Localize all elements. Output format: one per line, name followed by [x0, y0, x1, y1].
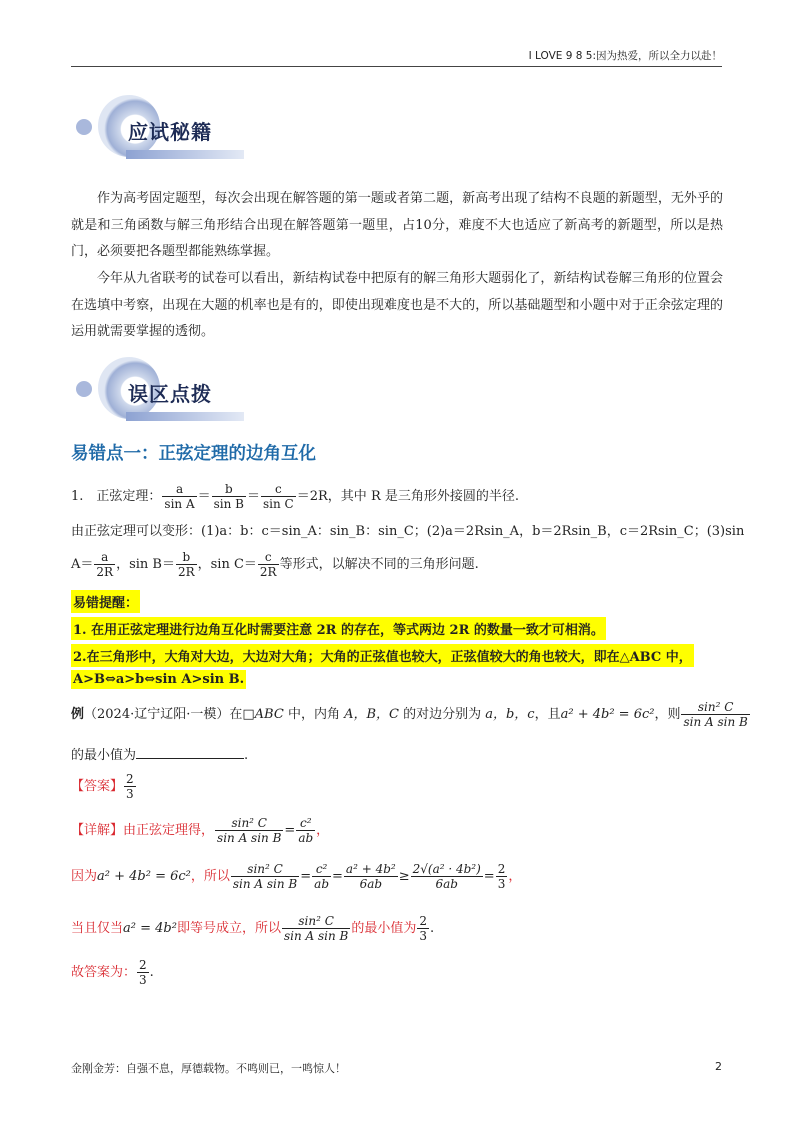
text: 因为	[71, 869, 98, 884]
text: 由正弦定理得，	[123, 823, 215, 838]
numerator: a	[94, 550, 115, 565]
numerator: sin² C	[231, 862, 299, 877]
banner-dot-decoration	[76, 381, 92, 397]
section-banner-exam-tips	[76, 94, 246, 164]
text: 当且仅当	[71, 921, 124, 936]
math: ABC	[254, 707, 284, 722]
answer-fraction	[124, 772, 136, 801]
numerator: 2	[126, 772, 134, 786]
text: A＝	[71, 557, 94, 572]
denominator: 2R	[177, 565, 195, 579]
text: ，所以	[190, 869, 230, 884]
denominator: sin C	[263, 497, 294, 511]
denominator: sin A sin B	[283, 929, 349, 943]
detail-line-2: 因为a² + 4b² = 6c²，所以 $\frac{\text{sin² C}}{\text{sin A sin B}}$ = $\frac{\text{c²}}{ab}$ = $\frac{\text{a² + 4b²}}{6ab}$ ≥ $\frac{\text{2√(a² · 4b²)}}{6ab}$ = $\frac{2}{3}$ ，	[71, 862, 522, 891]
denominator: sin B	[213, 497, 244, 511]
example-line-1	[71, 700, 751, 729]
math: a² + 4b² = 6c²	[97, 869, 191, 884]
numerator: c	[258, 550, 279, 565]
fraction	[137, 958, 149, 987]
fraction	[215, 816, 283, 845]
math: A，B，C	[344, 707, 399, 722]
page-header	[71, 44, 722, 67]
page-number: 2	[715, 1060, 722, 1073]
denominator: 3	[139, 973, 147, 987]
fraction	[312, 862, 331, 891]
banner-title: 应试秘籍	[128, 120, 212, 144]
answer-blank	[136, 746, 244, 759]
fraction	[417, 914, 429, 943]
text: 的对边分别为	[398, 707, 486, 722]
denominator: sin A sin B	[217, 831, 282, 845]
text: 的最小值为	[351, 921, 417, 936]
numerator: 2	[497, 862, 506, 876]
text: （2024·辽宁辽阳·一模）在	[84, 707, 243, 722]
detail-line-1: 【详解】由正弦定理得， $\frac{\text{sin² C}}{\text{sin A sin B}}$ = $\frac{\text{c²}}{ab}$ ，	[71, 816, 330, 845]
numerator: a² + 4b²	[345, 862, 396, 876]
text: .	[244, 748, 249, 763]
numerator: c	[261, 482, 296, 497]
denominator: ab	[314, 877, 330, 891]
numerator: sin² C	[681, 700, 749, 715]
fraction-sin2C-over-sinAsinB	[681, 700, 749, 729]
denominator: 6ab	[359, 877, 383, 891]
math: a² = 4b²	[123, 921, 177, 936]
text: ，且	[534, 707, 561, 722]
text: 中，内角	[283, 707, 345, 722]
intro-paragraph-2: 今年从九省联考的试卷可以看出，新结构试卷中把原有的解三角形大题弱化了，新结构试卷解三角形的位置会在选填中考察，出现在大题的机率也是有的，即使出现难度也是不大的，所以基础题型和小题中对于正余弦定理的运用就需要掌握的透彻。	[71, 271, 723, 339]
text: 故答案为：	[71, 965, 137, 980]
example-line-2	[71, 744, 248, 763]
fraction	[411, 862, 483, 891]
denominator: sin A sin B	[683, 715, 748, 729]
fraction	[282, 914, 350, 943]
law-prefix: 1. 正弦定理：	[71, 489, 162, 504]
detail-line-3: 当且仅当a² = 4b²即等号成立，所以 $\frac{\text{sin² C}}{\text{sin A sin B}}$ 的最小值为 $\frac{2}{3}$ .	[71, 914, 435, 943]
fraction-c-over-2R	[258, 550, 279, 579]
numerator: 2	[419, 914, 428, 928]
numerator: b	[212, 482, 246, 497]
fraction-a-over-2R	[94, 550, 115, 579]
text: ，sin B＝	[116, 557, 175, 572]
tip-1: 1. 在用正弦定理进行边角互化时需要注意 2R 的存在，等式两边 2R 的数量一致才可相消。	[71, 617, 606, 640]
numerator: 2	[139, 958, 147, 972]
example-label: 例	[71, 707, 85, 722]
triangle-symbol: □	[242, 707, 255, 722]
fraction-b-over-sinB	[212, 482, 246, 511]
numerator: 2√(a² · 4b²)	[412, 862, 481, 876]
fraction-a-over-sinA	[162, 482, 196, 511]
denominator: ab	[298, 831, 314, 845]
numerator: sin² C	[215, 816, 283, 831]
header-text: I LOVE 9 8 5:因为热爱，所以全力以赴！	[528, 50, 722, 62]
fraction	[496, 862, 508, 891]
numerator: b	[176, 550, 197, 565]
denominator: 3	[497, 877, 506, 891]
text: ，则	[654, 707, 681, 722]
answer-line	[71, 772, 137, 801]
text: 即等号成立，所以	[176, 921, 281, 936]
math: a² + 4b² = 6c²	[560, 707, 655, 722]
variants-line: 由正弦定理可以变形：(1)a：b：c＝sin_A：sin_B：sin_C；(2)a＝2Rsin_A，b＝2Rsin_B，c＝2Rsin_C；(3)sin	[71, 524, 745, 539]
banner-dot-decoration	[76, 119, 92, 135]
footer-motto: 金刚金芳：自强不息，厚德载物。不鸣则已，一鸣惊人！	[71, 1062, 346, 1075]
fraction-b-over-2R	[176, 550, 197, 579]
fraction	[231, 862, 299, 891]
numerator: sin² C	[282, 914, 350, 929]
detail-label: 【详解】	[71, 823, 124, 838]
law-suffix: ＝2R，其中 R 是三角形外接圆的半径.	[296, 489, 519, 504]
variant3-line	[71, 550, 479, 579]
section-banner-mistakes	[76, 356, 246, 426]
numerator: c²	[312, 862, 331, 877]
sine-law-line: 1. 正弦定理： $\frac{a}{\text{sin A}}$ ＝ $\frac{b}{\text{sin B}}$ ＝ $\frac{c}{\text{sin C}}$ ＝2R，其中 R 是三角形外接圆的半径.	[71, 482, 519, 511]
denominator: 6ab	[435, 877, 458, 891]
tip-3: A>B⇔a>b⇔sin A>sin B.	[73, 672, 245, 687]
math: a，b，c	[485, 707, 535, 722]
denominator: 2R	[96, 565, 114, 579]
banner-bar-decoration	[126, 412, 244, 421]
text: ，sin C＝	[197, 557, 257, 572]
text: 等形式，以解决不同的三角形问题.	[279, 557, 479, 572]
fraction	[344, 862, 398, 891]
intro-paragraph-1: 作为高考固定题型，每次会出现在解答题的第一题或者第二题，新高考出现了结构不良题的新题型，无外乎的就是和三角函数与解三角形结合出现在解答题第一题里，占10分，难度不大也适应了新高考的新题型，所以是热门，必须要把各题型都能熟练掌握。	[71, 191, 723, 259]
denominator: 3	[126, 787, 134, 801]
numerator: c²	[296, 816, 315, 831]
tip-2: 2.在三角形中，大角对大边，大边对大角；大角的正弦值也较大，正弦值较大的角也较大，即在△ABC 中，	[71, 644, 694, 667]
banner-bar-decoration	[126, 150, 244, 159]
text: 的最小值为	[71, 748, 137, 763]
fraction-c-over-sinC	[261, 482, 296, 511]
denominator: 2R	[259, 565, 277, 579]
tips-title: 易错提醒：	[71, 590, 140, 613]
denominator: sin A	[164, 497, 195, 511]
answer-label: 【答案】	[71, 779, 124, 794]
denominator: 3	[419, 929, 428, 943]
banner-title: 误区点拨	[128, 382, 212, 406]
error-point-title: 易错点一：正弦定理的边角互化	[71, 444, 316, 464]
detail-line-4: 故答案为： $\frac{2}{3}$ .	[71, 958, 154, 987]
numerator: a	[162, 482, 196, 497]
fraction	[296, 816, 315, 845]
denominator: sin A sin B	[232, 877, 298, 891]
